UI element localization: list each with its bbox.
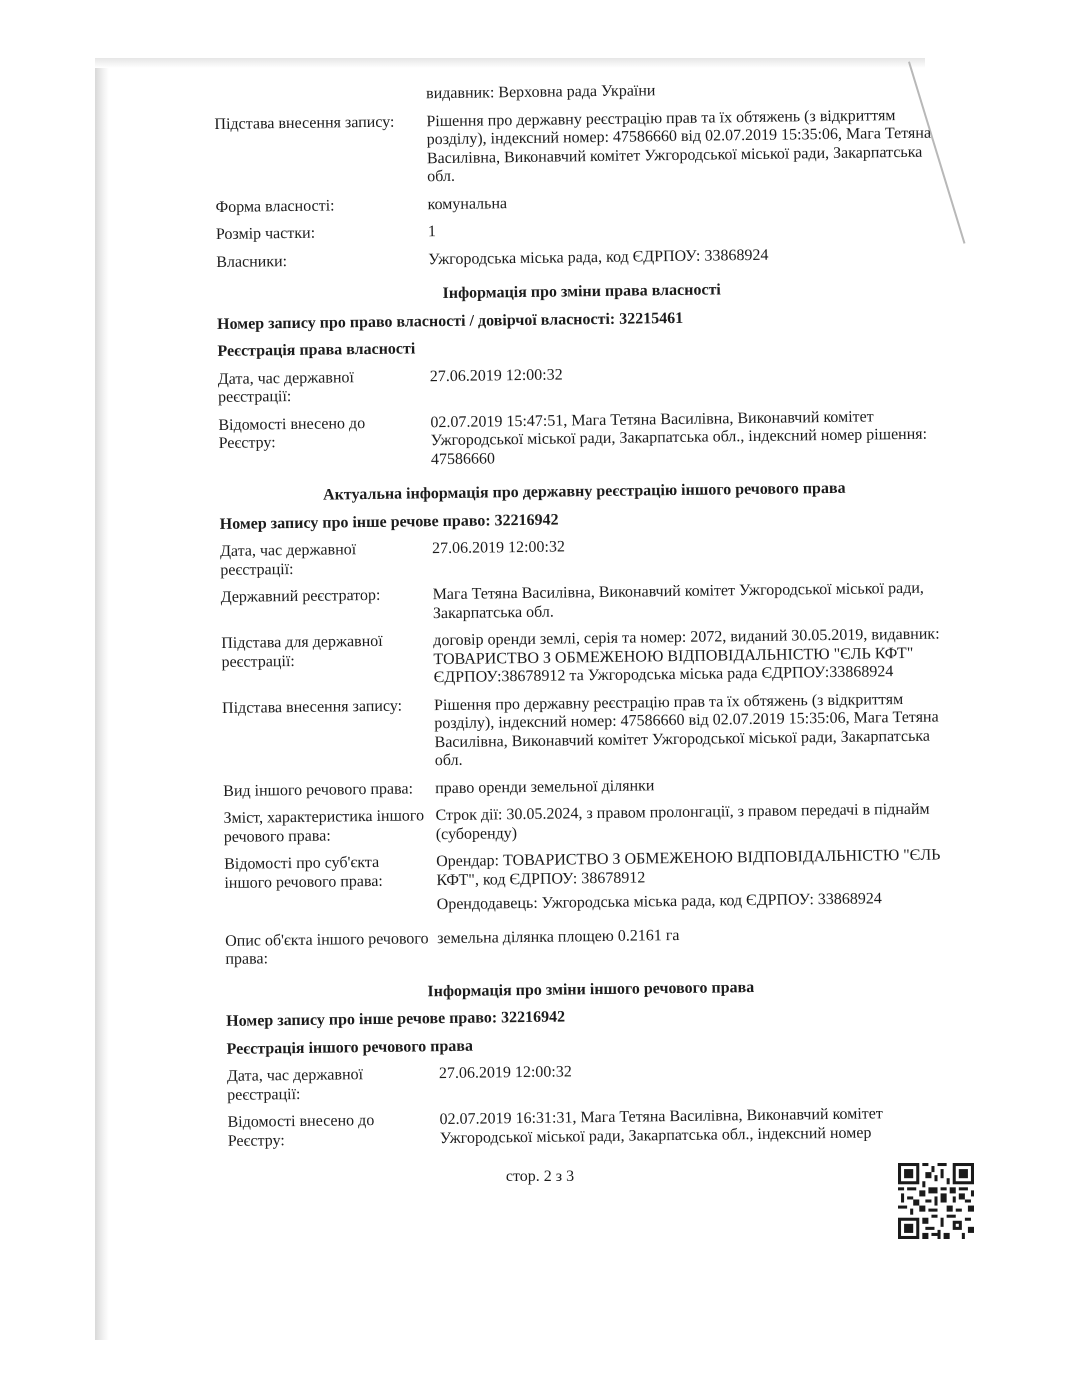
ownership-registration-subheading: Реєстрація права власності: [217, 340, 416, 360]
owners-value: Ужгородська міська рада, код ЄДРПОУ: 33868924: [428, 246, 769, 268]
other-changes-date-label: Дата, час державної реєстрації:: [226, 1066, 364, 1104]
registration-basis-value: договір оренди землі, серія та номер: 2072, виданий 30.05.2019, видавник: ТОВАРИСТВО З ОБМЕЖЕНОЮ ВІДПОВІДАЛЬНІСТЮ "ЄЛЬ КФТ" ЄДРПОУ:38678912 та Ужгородська міська рада ЄДРПОУ:33868924: [433, 625, 940, 687]
other-changes-entered-value: 02.07.2019 16:31:31, Мага Тетяна Василівна, Виконавчий комітет Ужгородської міської ради, Закарпатська обл., індексний номер: [439, 1105, 883, 1147]
entry-basis-label: Підстава внесення запису:: [214, 113, 395, 133]
right-kind-label: Вид іншого речового права:: [223, 779, 414, 800]
right-content-label: Зміст, характеристика іншого речового права:: [223, 807, 425, 846]
other-changes-date-row: [227, 1058, 957, 1105]
tenant-value: Орендар: ТОВАРИСТВО З ОБМЕЖЕНОЮ ВІДПОВІДАЛЬНІСТЮ "ЄЛЬ КФТ", код ЄДРПОУ: 38678912: [436, 846, 941, 889]
ownership-record-heading: Номер запису про право власності / довірчої власності: 32215461: [216, 309, 684, 333]
other-changes-title: Інформація про зміни іншого речового права: [427, 978, 755, 1000]
share-size-value: 1: [427, 223, 437, 241]
other-right-date-value: 27.06.2019 12:00:32: [431, 538, 566, 558]
share-size-row: [216, 216, 946, 244]
right-object-row: [225, 923, 955, 970]
right-object-label: Опис об'єкта іншого речового права:: [225, 929, 429, 968]
ownership-entered-label: Відомості внесено до Реєстру:: [218, 414, 366, 452]
ownership-form-value: комунальна: [427, 194, 508, 213]
lessor-value: Орендодавець: Ужгородська міська рада, код ЄДРПОУ: 33868924: [436, 890, 882, 914]
owners-row: [216, 244, 946, 272]
page-number: стор. 2 з 3: [505, 1168, 575, 1185]
owners-label: Власники:: [216, 252, 288, 271]
ownership-entered-row: [218, 407, 949, 472]
other-changes-entered-row: [227, 1104, 957, 1151]
right-object-value: земельна ділянка площею 0.2161 га: [437, 926, 680, 947]
right-kind-value: право оренди земельної ділянки: [435, 776, 655, 797]
other-changes-record-heading: Номер запису про інше речове право: 32216942: [226, 1008, 566, 1030]
other-changes-subheading: Реєстрація іншого речового права: [226, 1037, 474, 1058]
registrar-label: Державний реєстратор:: [220, 586, 381, 606]
registration-basis-label: Підстава для державної реєстрації:: [221, 632, 383, 671]
publisher-continuation: видавник: Верховна рада України: [425, 82, 656, 103]
registration-basis-row: [221, 625, 952, 690]
right-subject-label: Відомості про суб'єкта іншого речового права:: [224, 853, 383, 892]
right-content-row: [223, 800, 953, 847]
share-size-label: Розмір частки:: [215, 224, 316, 243]
right-subject-row: [224, 846, 955, 923]
other-changes-date-value: 27.06.2019 12:00:32: [438, 1063, 572, 1083]
other-changes-entered-label: Відомості внесено до Реєстру:: [227, 1111, 375, 1150]
other-entry-basis-value: Рішення про державну реєстрацію прав та їх обтяжень (з відкриттям розділу), індексний номер: 47586660 від 02.07.2019 15:35:06, Мага Тетяна Василівна, Виконавчий комітет Ужгородської міської ради, Закарпатська обл.: [433, 690, 939, 770]
other-right-date-label: Дата, час державної реєстрації:: [219, 541, 357, 579]
other-entry-basis-label: Підстава внесення запису:: [222, 697, 403, 717]
right-subject-values: [436, 846, 955, 920]
scan-shadow-top: [95, 58, 925, 68]
ownership-entered-value: 02.07.2019 15:47:51, Мага Тетяна Василівна, Виконавчий комітет Ужгородської міської ради, Закарпатська обл., індексний номер рішення: 47586660: [430, 407, 928, 468]
qr-code-icon: [898, 1163, 974, 1239]
other-right-title: Актуальна інформація про державну реєстрацію іншого речового права: [322, 479, 846, 504]
other-right-record-heading: Номер запису про інше речове право: 32216942: [219, 511, 559, 533]
other-entry-basis-row: [222, 690, 953, 774]
document-content: [214, 78, 958, 1159]
right-content-value: Строк дії: 30.05.2024, з правом пролонгації, з правом передачі в піднайм (суборенду): [435, 800, 930, 843]
scan-shadow-left: [95, 58, 109, 1340]
ownership-date-label: Дата, час державної реєстрації:: [217, 368, 355, 406]
other-right-date-row: [220, 533, 950, 580]
ownership-date-value: 27.06.2019 12:00:32: [429, 365, 563, 385]
entry-basis-value: Рішення про державну реєстрацію прав та їх обтяжень (з відкриттям розділу), індексний номер: 47586660 від 02.07.2019 15:35:06, Мага Тетяна Василівна, Виконавчий комітет Ужгородської міської ради, Закарпатська обл.: [426, 106, 932, 186]
ownership-form-row: [215, 189, 945, 217]
registrar-row: [221, 579, 951, 626]
ownership-date-row: [218, 361, 948, 408]
entry-basis-row: [214, 106, 945, 190]
registrar-value: Мага Тетяна Василівна, Виконавчий комітет Ужгородської міської ради, Закарпатська обл.: [432, 579, 924, 622]
ownership-changes-title: Інформація про зміни права власності: [442, 281, 721, 303]
ownership-form-label: Форма власності:: [215, 196, 335, 216]
right-kind-row: [223, 773, 953, 801]
